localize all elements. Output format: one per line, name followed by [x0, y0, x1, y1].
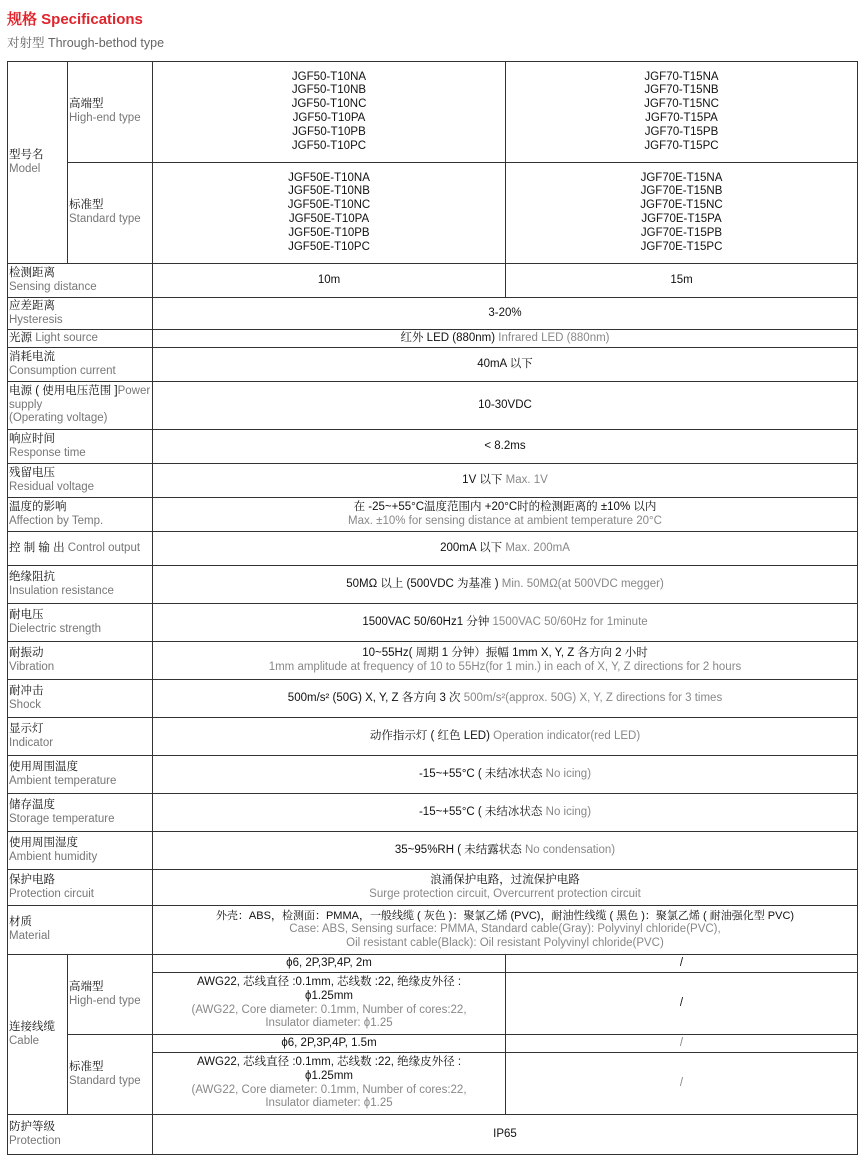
storage-temp-label: 储存温度 Storage temperature [8, 794, 153, 832]
vibration-value: 10~55Hz( 周期 1 分钟）振幅 1mm X, Y, Z 各方向 2 小时 1mm amplitude at frequency of 10 to 55Hz(for 1 min.) in each of X, Y, Z directions for 2 hours [153, 642, 858, 680]
cable-standard-label: 标准型 Standard type [68, 1035, 153, 1115]
table-row [8, 62, 858, 163]
table-row [8, 348, 858, 382]
table-row [8, 756, 858, 794]
control-value: 200mA 以下 Max. 200mA [153, 532, 858, 566]
indicator-value: 动作指示灯 ( 红色 LED) Operation indicator(red LED) [153, 718, 858, 756]
humidity-value: 35~95%RH ( 未结露状态 No condensation) [153, 832, 858, 870]
table-row [8, 382, 858, 430]
table-row [8, 498, 858, 532]
model-standard-col1: JGF50E-T10NA JGF50E-T10NB JGF50E-T10NC JGF50E-T10PA JGF50E-T10PB JGF50E-T10PC [153, 163, 506, 264]
protection-value: IP65 [153, 1115, 858, 1155]
table-row [8, 955, 858, 973]
insulation-label: 绝缘阻抗 Insulation resistance [8, 566, 153, 604]
spec-table [7, 61, 858, 1155]
hysteresis-label: 应差距离 Hysteresis [8, 298, 153, 330]
table-row [8, 718, 858, 756]
page-title: 规格 Specifications [7, 11, 143, 28]
cable-highend-na-2: / [506, 973, 858, 1035]
protection-circuit-value: 浪涌保护电路，过流保护电路 Surge protection circuit, Overcurrent protection circuit [153, 870, 858, 906]
cable-standard-spec: ϕ6, 2P,3P,4P, 1.5m [153, 1035, 506, 1053]
insulation-value: 50MΩ 以上 (500VDC 为基准 ) Min. 50MΩ(at 500VDC megger) [153, 566, 858, 604]
hysteresis-value: 3-20% [153, 298, 858, 330]
shock-value: 500m/s² (50G) X, Y, Z 各方向 3 次 500m/s²(approx. 50G) X, Y, Z directions for 3 times [153, 680, 858, 718]
model-label: 型号名 Model [8, 62, 68, 264]
model-standard-label: 标准型 Standard type [68, 163, 153, 264]
cable-highend-na-1: / [506, 955, 858, 973]
table-row [8, 264, 858, 298]
table-row [8, 680, 858, 718]
residual-value: 1V 以下 Max. 1V [153, 464, 858, 498]
shock-label: 耐冲击 Shock [8, 680, 153, 718]
cable-standard-na-1: / [506, 1035, 858, 1053]
power-value: 10-30VDC [153, 382, 858, 430]
table-row [8, 430, 858, 464]
storage-temp-value: -15~+55°C ( 未结冰状态 No icing) [153, 794, 858, 832]
residual-label: 残留电压 Residual voltage [8, 464, 153, 498]
consumption-value: 40mA 以下 [153, 348, 858, 382]
table-row [8, 1035, 858, 1053]
dielectric-value: 1500VAC 50/60Hz1 分钟 1500VAC 50/60Hz for 1minute [153, 604, 858, 642]
cable-highend-spec: ϕ6, 2P,3P,4P, 2m [153, 955, 506, 973]
cable-label: 连接线缆 Cable [8, 955, 68, 1115]
light-label: 光源 Light source [8, 330, 153, 348]
cable-highend-detail: AWG22, 芯线直径 :0.1mm, 芯线数 :22, 绝缘皮外径 : ϕ1.25mm (AWG22, Core diameter: 0.1mm, Number of cores:22, Insulator diameter: ϕ1.25 [153, 973, 506, 1035]
model-highend-col2: JGF70-T15NA JGF70-T15NB JGF70-T15NC JGF70-T15PA JGF70-T15PB JGF70-T15PC [506, 62, 858, 163]
control-label: 控 制 输 出 Control output [8, 532, 153, 566]
indicator-label: 显示灯 Indicator [8, 718, 153, 756]
protection-circuit-label: 保护电路 Protection circuit [8, 870, 153, 906]
table-row [8, 532, 858, 566]
table-row [8, 642, 858, 680]
material-value: 外壳：ABS，检测面：PMMA，一般线缆 ( 灰色 )：聚氯乙烯 (PVC)，耐油性线缆 ( 黑色 )：聚氯乙烯 ( 耐油强化型 PVC) Case: ABS, Sensing surface: PMMA, Standard cable(Gray): Polyvinyl chloride(PVC), Oil resistant cable(Black): Oil resistant Polyvinyl chloride(PVC) [153, 906, 858, 955]
table-row [8, 604, 858, 642]
table-row [8, 464, 858, 498]
page-subtitle: 对射型 Through-bethod type [7, 36, 165, 50]
power-label: 电源 ( 使用电压范围 ]Power supply (Operating voltage) [8, 382, 153, 430]
vibration-label: 耐振动 Vibration [8, 642, 153, 680]
model-standard-col2: JGF70E-T15NA JGF70E-T15NB JGF70E-T15NC JGF70E-T15PA JGF70E-T15PB JGF70E-T15PC [506, 163, 858, 264]
ambient-temp-label: 使用周围温度 Ambient temperature [8, 756, 153, 794]
table-row [8, 163, 858, 264]
sensing-label: 检测距离 Sensing distance [8, 264, 153, 298]
ambient-temp-value: -15~+55°C ( 未结冰状态 No icing) [153, 756, 858, 794]
table-row [8, 298, 858, 330]
table-row [8, 794, 858, 832]
material-label: 材质 Material [8, 906, 153, 955]
consumption-label: 消耗电流 Consumption current [8, 348, 153, 382]
table-row [8, 566, 858, 604]
sensing-value-2: 15m [506, 264, 858, 298]
table-row [8, 832, 858, 870]
protection-label: 防护等级 Protection [8, 1115, 153, 1155]
response-label: 响应时间 Response time [8, 430, 153, 464]
light-value: 红外 LED (880nm) Infrared LED (880nm) [153, 330, 858, 348]
cable-standard-detail: AWG22, 芯线直径 :0.1mm, 芯线数 :22, 绝缘皮外径 : ϕ1.25mm (AWG22, Core diameter: 0.1mm, Number of cores:22, Insulator diameter: ϕ1.25 [153, 1053, 506, 1115]
model-highend-col1: JGF50-T10NA JGF50-T10NB JGF50-T10NC JGF50-T10PA JGF50-T10PB JGF50-T10PC [153, 62, 506, 163]
cable-highend-label: 高端型 High-end type [68, 955, 153, 1035]
table-row [8, 906, 858, 955]
response-value: < 8.2ms [153, 430, 858, 464]
table-row [8, 870, 858, 906]
table-row [8, 330, 858, 348]
cable-standard-na-2: / [506, 1053, 858, 1115]
model-highend-label: 高端型 High-end type [68, 62, 153, 163]
table-row [8, 1115, 858, 1155]
temp-affect-value: 在 -25~+55°C温度范围内 +20°C时的检测距离的 ±10% 以内 Max. ±10% for sensing distance at ambient temperature 20°C [153, 498, 858, 532]
dielectric-label: 耐电压 Dielectric strength [8, 604, 153, 642]
sensing-value-1: 10m [153, 264, 506, 298]
humidity-label: 使用周围湿度 Ambient humidity [8, 832, 153, 870]
temp-affect-label: 温度的影响 Affection by Temp. [8, 498, 153, 532]
